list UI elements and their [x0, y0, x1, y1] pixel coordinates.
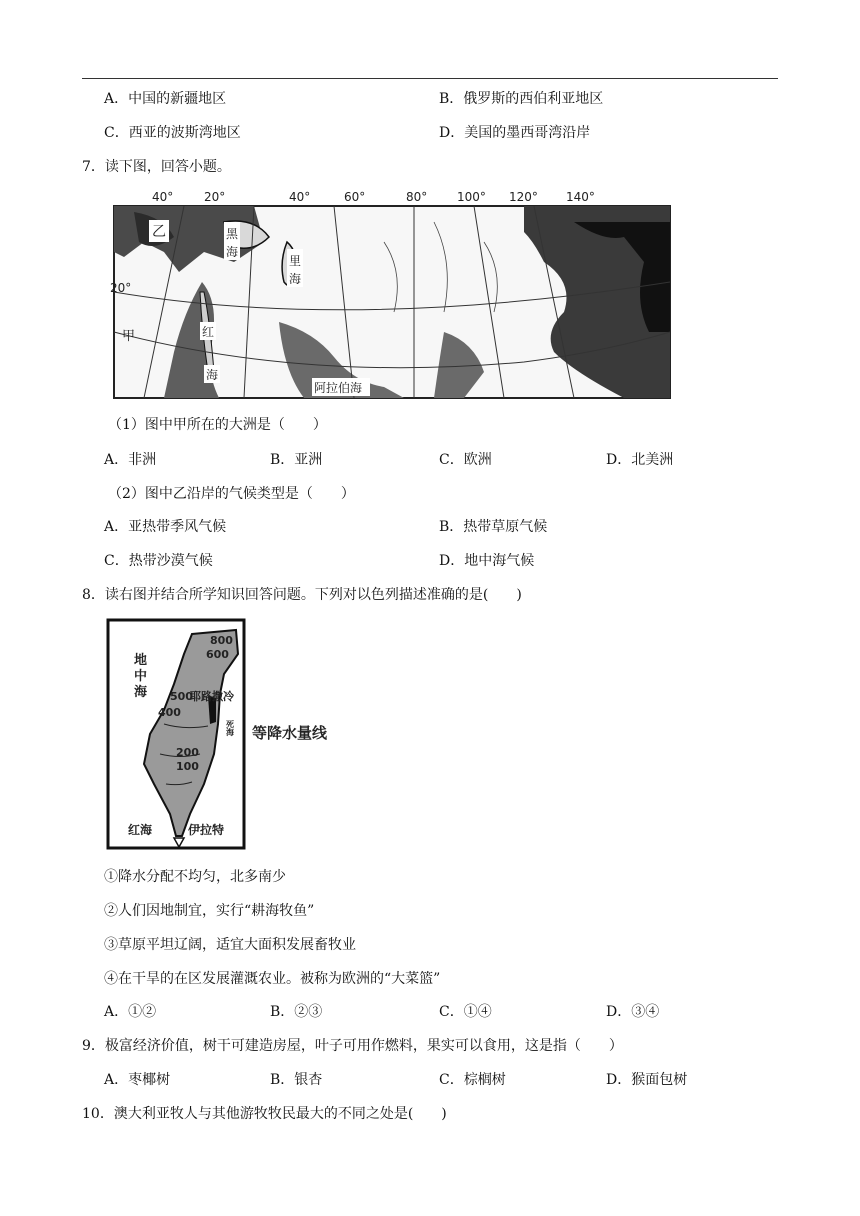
q7-sub2-option-d[interactable]: D．地中海气候: [439, 553, 535, 569]
lon-label: 60°: [344, 190, 366, 204]
contour-200: 200: [176, 746, 199, 759]
label-yi: 乙: [152, 224, 166, 240]
q8-option-a[interactable]: A．①②: [104, 1004, 157, 1020]
lon-label: 140°: [566, 190, 595, 204]
q10-stem: 10．澳大利亚牧人与其他游牧牧民最大的不同之处是( ): [82, 1106, 447, 1122]
med-sea-label-3: 海: [134, 685, 148, 700]
arabian-sea-label: 阿拉伯海: [314, 381, 363, 395]
q9-option-c[interactable]: C．棕榈树: [439, 1072, 506, 1088]
q9-option-a[interactable]: A．枣椰树: [104, 1072, 171, 1088]
lat-label: 20°: [110, 281, 132, 295]
dead-sea-label: 死海: [225, 720, 235, 736]
q7-sub2-option-b[interactable]: B．热带草原气候: [439, 519, 548, 535]
red-sea-label: 红海: [128, 823, 153, 837]
label-jia: 甲: [122, 329, 136, 344]
lon-label: 20°: [204, 190, 226, 204]
q8-item-2: ②人们因地制宜，实行“耕海牧鱼”: [104, 903, 315, 919]
caspian-label-2: 海: [289, 272, 302, 286]
q8-stem: 8．读右图并结合所学知识回答问题。下列对以色列描述准确的是( ): [82, 587, 522, 603]
q9-option-d[interactable]: D．猴面包树: [606, 1072, 688, 1088]
q7-sub1-option-b[interactable]: B．亚洲: [270, 452, 323, 468]
med-sea-label-2: 中: [134, 669, 148, 684]
contour-800: 800: [210, 634, 233, 647]
q6-option-b[interactable]: B．俄罗斯的西伯利亚地区: [439, 91, 604, 107]
red-sea-label-2: 海: [206, 368, 219, 382]
q7-sub2-option-a[interactable]: A．亚热带季风气候: [104, 519, 227, 535]
contour-400: 400: [158, 706, 181, 719]
q7-sub1-option-a[interactable]: A．非洲: [104, 452, 157, 468]
q8-item-1: ①降水分配不均匀，北多南少: [104, 869, 286, 885]
q7-sub2-stem: （2）图中乙沿岸的气候类型是（ ）: [108, 486, 355, 502]
lon-label: 80°: [406, 190, 428, 204]
q6-option-a[interactable]: A．中国的新疆地区: [104, 91, 227, 107]
q8-item-3: ③草原平坦辽阔，适宜大面积发展畜牧业: [104, 937, 356, 953]
q8-option-d[interactable]: D．③④: [606, 1004, 660, 1020]
lon-label: 120°: [509, 190, 538, 204]
contour-100: 100: [176, 760, 199, 773]
lon-label: 40°: [289, 190, 311, 204]
black-sea-label-2: 海: [226, 245, 239, 259]
q7-sub1-option-c[interactable]: C．欧洲: [439, 452, 492, 468]
q8-option-c[interactable]: C．①④: [439, 1004, 492, 1020]
q8-item-4: ④在干旱的在区发展灌溉农业。被称为欧洲的“大菜篮”: [104, 971, 441, 987]
header-rule: [82, 78, 778, 79]
legend-isohyet: 等降水量线: [252, 724, 328, 742]
q8-option-b[interactable]: B．②③: [270, 1004, 323, 1020]
q7-sub1-option-d[interactable]: D．北美洲: [606, 452, 674, 468]
contour-500: 500: [170, 690, 193, 703]
q6-option-d[interactable]: D．美国的墨西哥湾沿岸: [439, 125, 591, 141]
q9-option-b[interactable]: B．银杏: [270, 1072, 323, 1088]
caspian-label-1: 里: [289, 254, 302, 268]
q8-map: [104, 614, 360, 854]
med-sea-label-1: 地: [134, 653, 148, 668]
q9-stem: 9．极富经济价值，树干可建造房屋，叶子可用作燃料，果实可以食用，这是指（ ）: [82, 1038, 623, 1054]
q7-stem: 7．读下图，回答小题。: [82, 159, 231, 175]
q7-sub2-option-c[interactable]: C．热带沙漠气候: [104, 553, 213, 569]
q7-map: [104, 182, 676, 404]
eilat-label: 伊拉特: [188, 823, 225, 837]
q6-option-c[interactable]: C．西亚的波斯湾地区: [104, 125, 241, 141]
lon-label: 40°: [152, 190, 174, 204]
red-sea-label-1: 红: [202, 325, 215, 339]
q7-sub1-stem: （1）图中甲所在的大洲是（ ）: [108, 417, 327, 433]
contour-600: 600: [206, 648, 229, 661]
lon-label: 100°: [457, 190, 486, 204]
jerusalem-label: 耶路撒冷: [190, 690, 234, 703]
black-sea-label-1: 黑: [226, 227, 239, 241]
